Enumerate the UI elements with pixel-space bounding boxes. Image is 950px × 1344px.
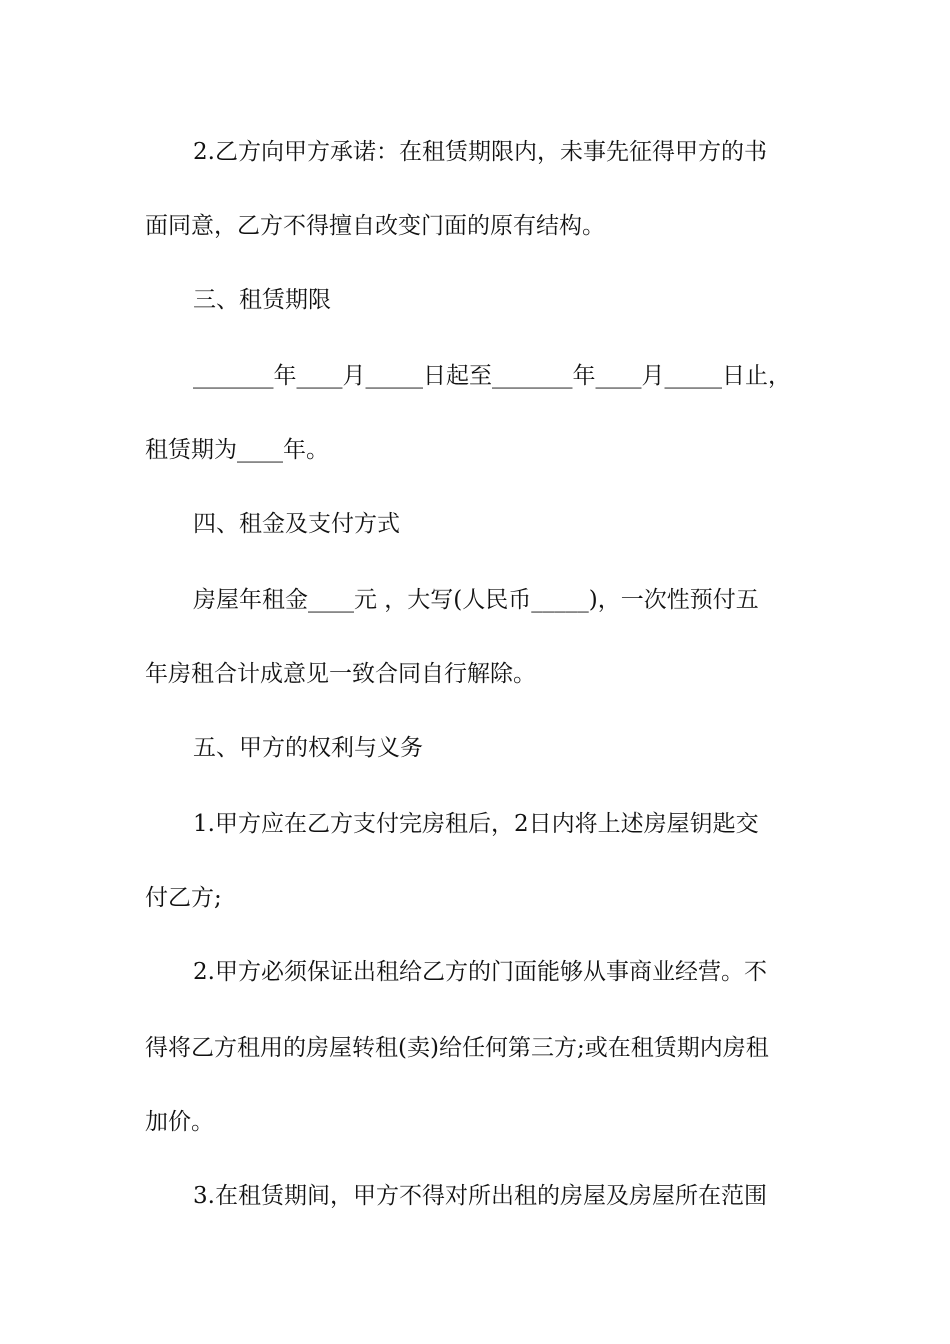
section-3-heading: 三、租赁期限 [193,287,331,313]
clause-2-line-1: 2.乙方向甲方承诺：在租赁期限内，未事先征得甲方的书 [193,139,767,165]
section-5-heading: 五、甲方的权利与义务 [193,735,423,761]
lease-term-line-2: 租赁期为____年。 [145,437,329,463]
clause-5-1-line-2: 付乙方; [145,885,222,911]
clause-5-2-line-2: 得将乙方租用的房屋转租(卖)给任何第三方;或在租赁期内房租 [145,1035,769,1061]
clause-5-1-line-1: 1.甲方应在乙方支付完房租后，2日内将上述房屋钥匙交 [193,811,759,837]
clause-5-3-line-1: 3.在租赁期间，甲方不得对所出租的房屋及房屋所在范围 [193,1183,767,1209]
section-4-heading: 四、租金及支付方式 [193,511,400,537]
clause-5-2-line-1: 2.甲方必须保证出租给乙方的门面能够从事商业经营。不 [193,959,767,985]
rent-line-2: 年房租合计成意见一致合同自行解除。 [145,661,536,687]
lease-term-line-1: _______年____月_____日起至_______年____月_____日止， [193,363,791,389]
rent-line-1: 房屋年租金____元 ，大写(人民币_____)，一次性预付五 [193,587,759,613]
clause-2-line-2: 面同意，乙方不得擅自改变门面的原有结构。 [145,213,605,239]
clause-5-2-line-3: 加价。 [145,1109,214,1135]
